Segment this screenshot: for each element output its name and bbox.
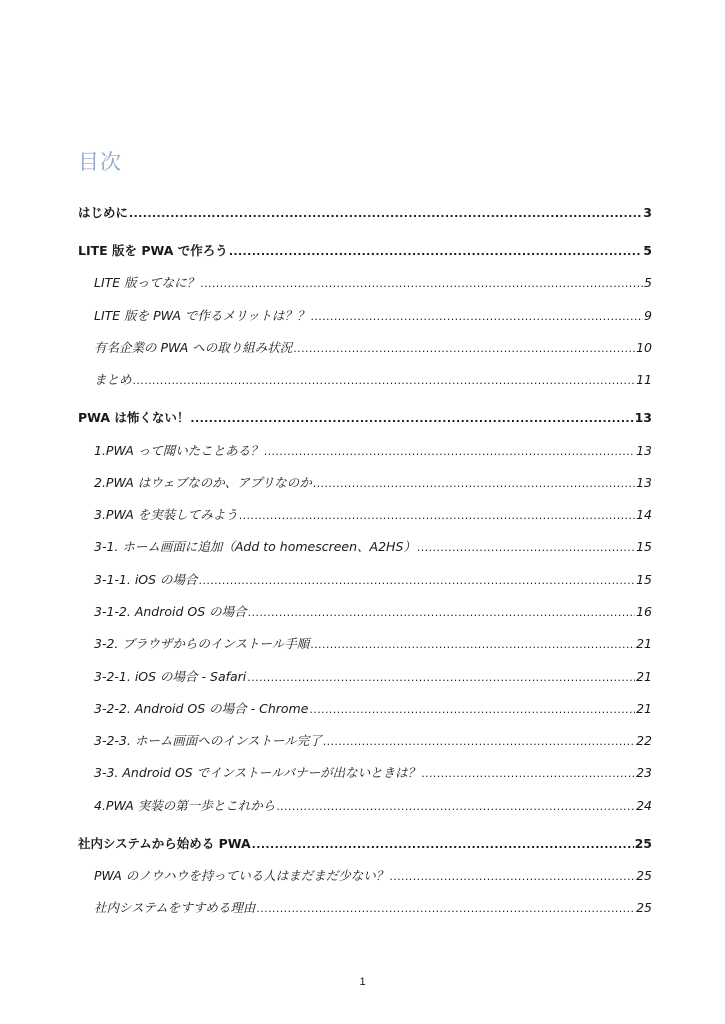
toc-entry-title: 1.PWA って聞いたことある？ bbox=[94, 443, 263, 458]
toc-entry[interactable] bbox=[94, 764, 652, 782]
toc-entry[interactable] bbox=[94, 700, 652, 718]
toc-entry-page: 16 bbox=[636, 604, 652, 619]
toc-dot-leader bbox=[256, 899, 635, 918]
toc-entry-title: 3-1. ホーム画面に追加（Add to homescreen、A2HS） bbox=[94, 539, 416, 554]
toc-entry-page: 24 bbox=[636, 798, 652, 813]
toc-entry-title: 3-1-1. iOS の場合 bbox=[94, 572, 198, 587]
toc-entry-title: 3-3. Android OS でインストールバナーが出ないときは？ bbox=[94, 765, 421, 780]
toc-entry[interactable] bbox=[94, 506, 652, 524]
toc-entry[interactable] bbox=[94, 571, 652, 589]
toc-entry-title: 3-2-2. Android OS の場合 - Chrome bbox=[94, 701, 309, 716]
toc-entry[interactable] bbox=[94, 442, 652, 460]
toc-entry[interactable] bbox=[78, 242, 652, 260]
toc-entry-page: 9 bbox=[644, 308, 652, 323]
toc-entry-page: 13 bbox=[636, 443, 652, 458]
toc-dot-leader bbox=[313, 474, 635, 493]
toc-dot-leader bbox=[310, 307, 643, 326]
toc-dot-leader bbox=[248, 603, 635, 622]
toc-dot-leader bbox=[421, 764, 635, 783]
toc-entry[interactable] bbox=[94, 371, 652, 389]
toc-entry[interactable] bbox=[94, 307, 652, 325]
toc-entry-title: PWA は怖くない！ bbox=[78, 410, 190, 425]
toc-dot-leader bbox=[229, 242, 642, 261]
toc-entry-title: まとめ bbox=[94, 372, 132, 387]
toc-entry-page: 13 bbox=[634, 410, 652, 425]
toc-entry-page: 25 bbox=[636, 868, 652, 883]
toc-dot-leader bbox=[199, 571, 636, 590]
toc-entry[interactable] bbox=[94, 603, 652, 621]
toc-entry[interactable] bbox=[94, 899, 652, 917]
toc-dot-leader bbox=[293, 339, 635, 358]
toc-entry-page: 23 bbox=[636, 765, 652, 780]
toc-entry-page: 15 bbox=[636, 539, 652, 554]
toc-entry-title: LITE 版を PWA で作ろう bbox=[78, 243, 228, 258]
toc-entry-title: 3-2. ブラウザからのインストール手順 bbox=[94, 636, 310, 651]
toc-entry-page: 21 bbox=[636, 701, 652, 716]
toc-dot-leader bbox=[310, 635, 635, 654]
toc-entry-title: LITE 版を PWA で作るメリットは？？ bbox=[94, 308, 310, 323]
toc-entry[interactable] bbox=[94, 797, 652, 815]
toc-entry-title: LITE 版ってなに？ bbox=[94, 275, 200, 290]
toc-entry-page: 25 bbox=[636, 900, 652, 915]
toc-entry-page: 14 bbox=[636, 507, 652, 522]
toc-entry[interactable] bbox=[78, 204, 652, 222]
toc-entry-title: はじめに bbox=[78, 205, 129, 220]
toc-dot-leader bbox=[133, 371, 636, 390]
toc-dot-leader bbox=[239, 506, 635, 525]
toc-dot-leader bbox=[200, 274, 643, 293]
toc-entry-title: 2.PWA はウェブなのか、アプリなのか bbox=[94, 475, 312, 490]
toc-entry-title: 社内システムから始める PWA bbox=[78, 836, 251, 851]
toc-entry-title: 社内システムをすすめる理由 bbox=[94, 900, 256, 915]
page-number: 1 bbox=[359, 976, 366, 988]
toc-entry[interactable] bbox=[94, 867, 652, 885]
toc-dot-leader bbox=[264, 442, 635, 461]
toc-entry-page: 11 bbox=[636, 372, 652, 387]
toc-entry-page: 10 bbox=[636, 340, 652, 355]
toc-entry-title: 3.PWA を実装してみよう bbox=[94, 507, 238, 522]
toc-entry-page: 5 bbox=[644, 275, 652, 290]
toc-entry-page: 22 bbox=[636, 733, 652, 748]
toc-entry-page: 25 bbox=[634, 836, 652, 851]
toc-entry-title: PWA のノウハウを持っている人はまだまだ少ない？ bbox=[94, 868, 389, 883]
toc-dot-leader bbox=[129, 204, 642, 223]
toc-entry[interactable] bbox=[94, 474, 652, 492]
toc-dot-leader bbox=[309, 700, 635, 719]
toc-dot-leader bbox=[247, 668, 635, 687]
toc-heading: 目次 bbox=[78, 150, 122, 174]
toc-entry[interactable] bbox=[94, 635, 652, 653]
toc-entry[interactable] bbox=[78, 409, 652, 427]
toc-entry[interactable] bbox=[94, 538, 652, 556]
toc-dot-leader bbox=[417, 538, 635, 557]
toc-entry-page: 15 bbox=[636, 572, 652, 587]
toc-entry[interactable] bbox=[78, 835, 652, 853]
toc-entry-page: 5 bbox=[643, 243, 652, 258]
toc-entry-page: 21 bbox=[636, 669, 652, 684]
toc-dot-leader bbox=[389, 867, 635, 886]
toc-entry-title: 有名企業の PWA への取り組み状況 bbox=[94, 340, 293, 355]
toc-entry-page: 3 bbox=[643, 205, 652, 220]
toc-entry-title: 3-1-2. Android OS の場合 bbox=[94, 604, 247, 619]
toc-entry-page: 13 bbox=[636, 475, 652, 490]
toc-dot-leader bbox=[252, 835, 634, 854]
toc-entry[interactable] bbox=[94, 732, 652, 750]
toc-entry-title: 3-2-1. iOS の場合 - Safari bbox=[94, 669, 247, 684]
toc-entry-title: 3-2-3. ホーム画面へのインストール完了 bbox=[94, 733, 322, 748]
toc-entry-title: 4.PWA 実装の第一歩とこれから bbox=[94, 798, 276, 813]
toc-entry-page: 21 bbox=[636, 636, 652, 651]
toc-dot-leader bbox=[276, 797, 635, 816]
toc-entry[interactable] bbox=[94, 668, 652, 686]
toc-dot-leader bbox=[190, 409, 633, 428]
toc-entry[interactable] bbox=[94, 274, 652, 292]
toc-dot-leader bbox=[323, 732, 635, 751]
toc-entry[interactable] bbox=[94, 339, 652, 357]
